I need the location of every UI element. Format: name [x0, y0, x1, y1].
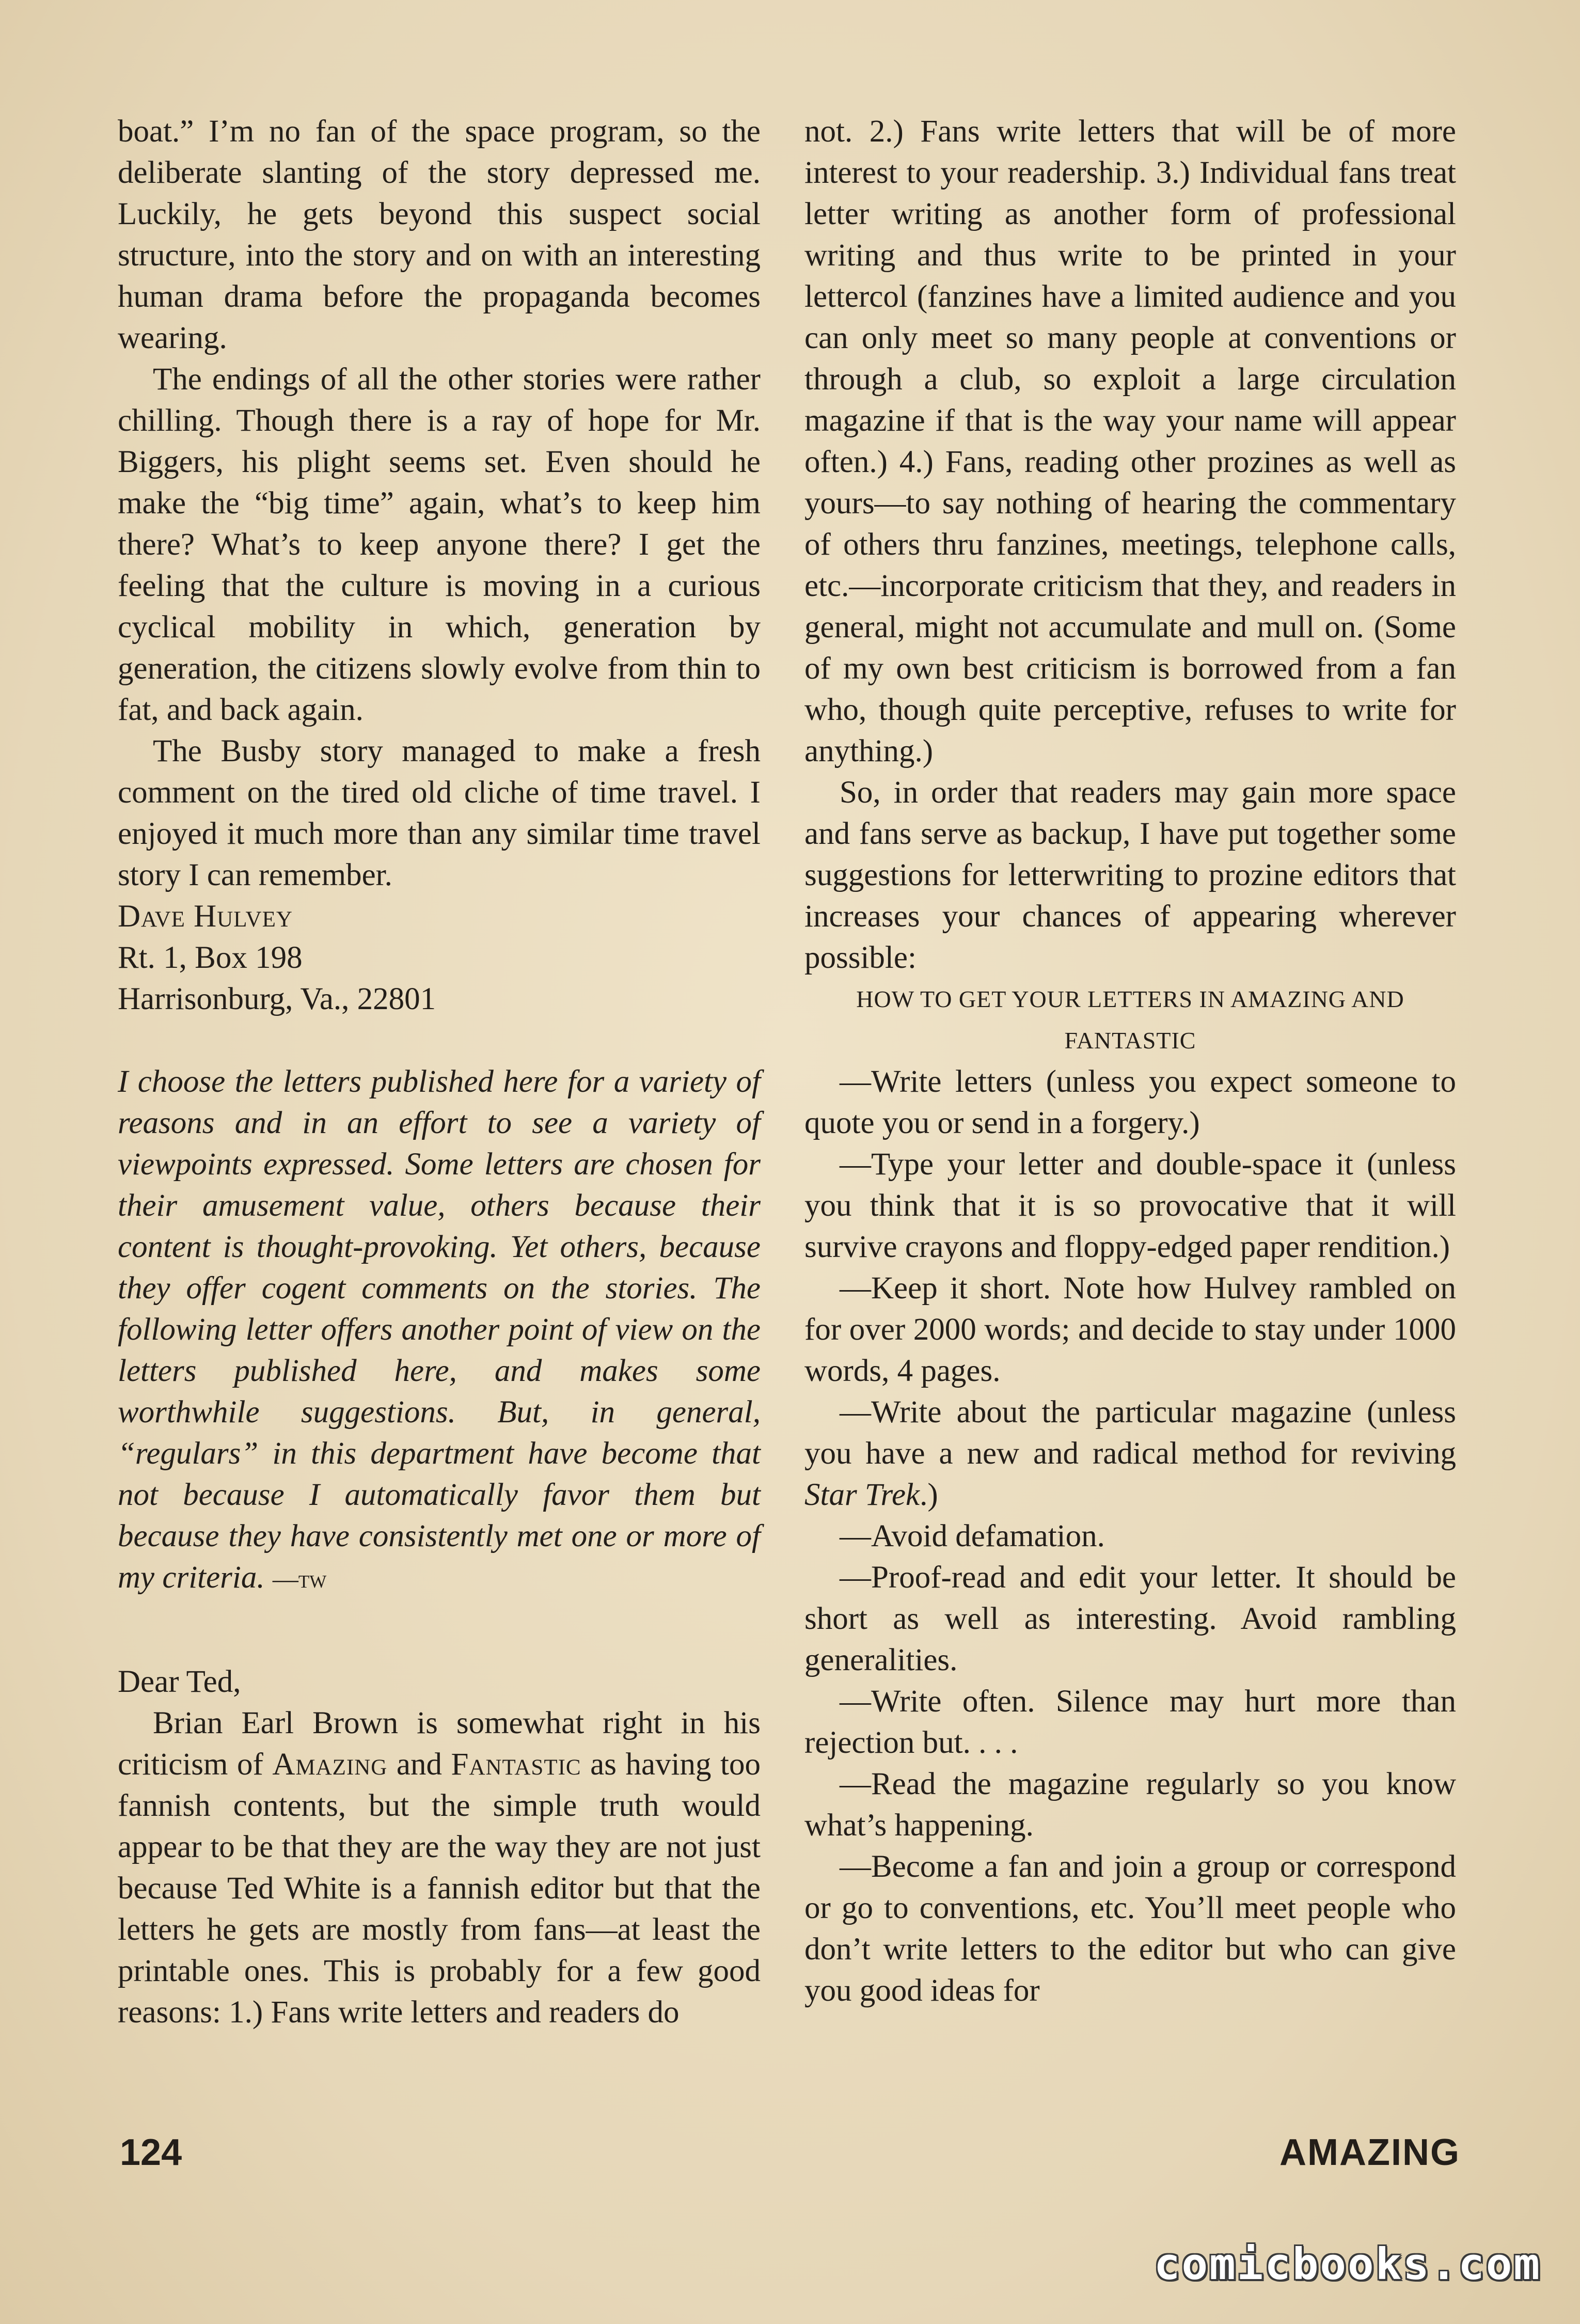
tip-text: .) [920, 1478, 938, 1512]
paragraph-text: as having too fannish contents, but the simple truth would appear to be that they are the way they are not just because Ted White is a fannish editor but that the letters he gets are mostly from fans—at least the printable ones. This is probably for a few good reasons: 1.) Fans write letters and readers do [118, 1747, 761, 2030]
magazine-name-footer: AMAZING [1279, 2132, 1460, 2173]
letter-paragraph: boat.” I’m no fan of the space program, so the deliberate slanting of the story depressed me. Luckily, he gets beyond this suspect social structure, into the story and on with an interesting human drama before the propaganda becomes wearing. [118, 114, 761, 355]
letter-salutation: Dear Ted, [118, 1665, 241, 1699]
magazine-title-amazing: Amazing [272, 1747, 388, 1782]
tip-item: —Avoid defamation. [840, 1519, 1105, 1553]
tip-item: —Become a fan and join a group or correspond or go to conventions, etc. You’ll meet people who don’t write letters to the editor but who can give you good ideas for [804, 1849, 1456, 2008]
watermark: comicbooks.com [1154, 2239, 1541, 2289]
letter-paragraph: So, in order that readers may gain more space and fans serve as backup, I have put together some suggestions for letterwriting to prozine editors that increases your chances of appearing wherever possible: [804, 775, 1456, 975]
paragraph-text: Brian Earl Brown is somewhat right in his criticism of [118, 1706, 761, 1782]
paragraph-text: and [387, 1747, 451, 1782]
left-column [118, 111, 761, 2033]
letter-paragraph: not. 2.) Fans write letters that will be of more interest to your readership. 3.) Individual fans treat letter writing as another form of professional writing and thus write to be printed in your lettercol (fanzines have a limited audience and you can only meet so many people at conventions or through a club, so exploit a large circulation magazine if that is the way your name will appear often.) 4.) Fans, reading other prozines as well as yours—to say nothing of hearing the commentary of others thru fanzines, meetings, telephone calls, etc.—incorporate criticism that they, and readers in general, might not accumulate and mull on. (Some of my own best criticism is borrowed from a fan who, though quite perceptive, refuses to write for anything.) [804, 114, 1456, 768]
letter-signature: Dave Hulvey [118, 899, 293, 934]
tip-item: —Read the magazine regularly so you know what’s happening. [804, 1767, 1456, 1843]
tip-text: —Write about the particular magazine (unless you have a new and radical method for reviving [804, 1395, 1456, 1471]
section-heading: HOW TO GET YOUR LETTERS IN AMAZING AND FANTASTIC [856, 986, 1404, 1054]
right-column [804, 111, 1456, 2012]
tip-item: —Type your letter and double-space it (unless you think that it is so provocative that it will survive crayons and floppy-edged paper rendition.) [804, 1147, 1456, 1264]
editorial-note-text: I choose the letters published here for a variety of reasons and in an effort to see a variety of viewpoints expressed. Some letters are chosen for their amusement value, others because their content is thought-provoking. Yet others, because they offer cogent comments on the stories. The following letter offers another point of view on the letters published here, and makes some worthwhile suggestions. But, in general, “regulars” in this department have become that not because I automatically favor them but because they have consistently met one or more of my criteria. [118, 1064, 761, 1595]
magazine-title-fantastic: Fantastic [451, 1747, 581, 1782]
letter-paragraph: The endings of all the other stories were rather chilling. Though there is a ray of hope for Mr. Biggers, his plight seems set. Even should he make the “big time” again, what’s to keep him there? What’s to keep anyone there? I get the feeling that the culture is moving in a curious cyclical mobility in which, generation by generation, the citizens slowly evolve from thin to fat, and back again. [118, 362, 761, 727]
letter-paragraph [118, 1703, 761, 2033]
editor-initials: —tw [272, 1564, 327, 1593]
page-number: 124 [120, 2132, 182, 2173]
signature-address-line: Harrisonburg, Va., 22801 [118, 982, 436, 1016]
tip-item: —Keep it short. Note how Hulvey rambled on for over 2000 words; and decide to stay under 1000 words, 4 pages. [804, 1271, 1456, 1388]
tip-item: —Write letters (unless you expect someone to quote you or send in a forgery.) [804, 1064, 1456, 1140]
signature-address-line: Rt. 1, Box 198 [118, 940, 303, 975]
tip-item [804, 1392, 1456, 1516]
letter-paragraph: The Busby story managed to make a fresh comment on the tired old cliche of time travel. I enjoyed it much more than any similar time travel story I can remember. [118, 734, 761, 892]
title-star-trek: Star Trek [804, 1478, 920, 1512]
editorial-note [118, 1061, 761, 1599]
tip-item: —Proof-read and edit your letter. It should be short as well as interesting. Avoid rambling generalities. [804, 1560, 1456, 1677]
tip-item: —Write often. Silence may hurt more than rejection but. . . . [804, 1684, 1456, 1760]
